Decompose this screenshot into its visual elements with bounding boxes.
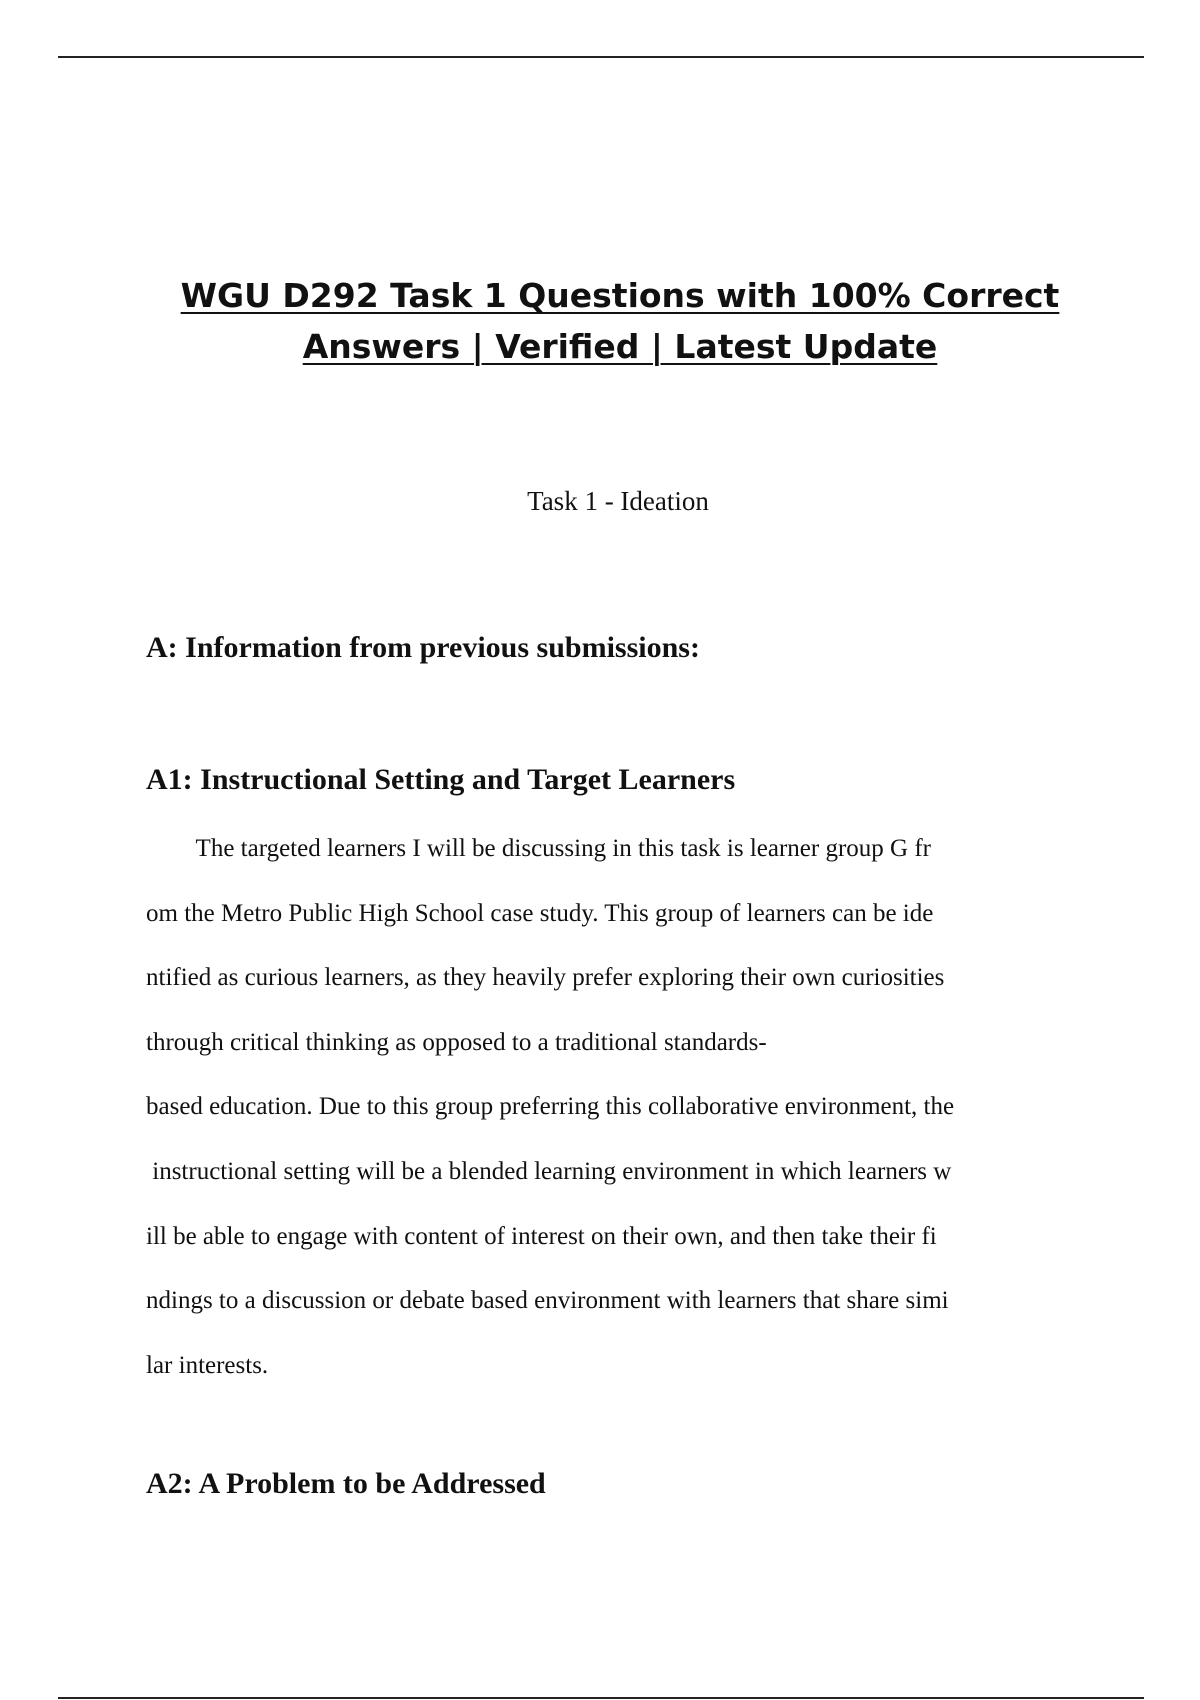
paragraph-line: instructional setting will be a blended learning environment in which learners w (146, 1157, 952, 1185)
paragraph-line: ndings to a discussion or debate based environment with learners that share simi (146, 1287, 949, 1315)
paragraph-line: ntified as curious learners, as they heavily prefer exploring their own curiosities (146, 964, 945, 992)
paragraph-line: based education. Due to this group preferring this collaborative environment, the (146, 1093, 955, 1121)
paragraph-line: The targeted learners I will be discussing in this task is learner group G fr (146, 835, 931, 862)
section-a1-heading: A1: Instructional Setting and Target Learners (146, 763, 736, 796)
top-rule (58, 56, 1144, 58)
section-a1-paragraph (146, 831, 1086, 1412)
document-subtitle: Task 1 - Ideation (527, 486, 709, 516)
document-title-line-2: Answers | Verified | Latest Update (302, 327, 938, 366)
paragraph-line: ill be able to engage with content of interest on their own, and then take their fi (146, 1222, 937, 1250)
section-a2-heading: A2: A Problem to be Addressed (146, 1467, 546, 1500)
paragraph-line: through critical thinking as opposed to a traditional standards- (146, 1028, 767, 1056)
document-title-line-1: WGU D292 Task 1 Questions with 100% Correct (180, 276, 1060, 315)
bottom-rule (58, 1697, 1144, 1699)
section-a-heading: A: Information from previous submissions: (146, 631, 700, 664)
paragraph-line: lar interests. (146, 1351, 269, 1379)
document-title (0, 270, 1200, 372)
paragraph-line: om the Metro Public High School case study. This group of learners can be ide (146, 899, 934, 927)
